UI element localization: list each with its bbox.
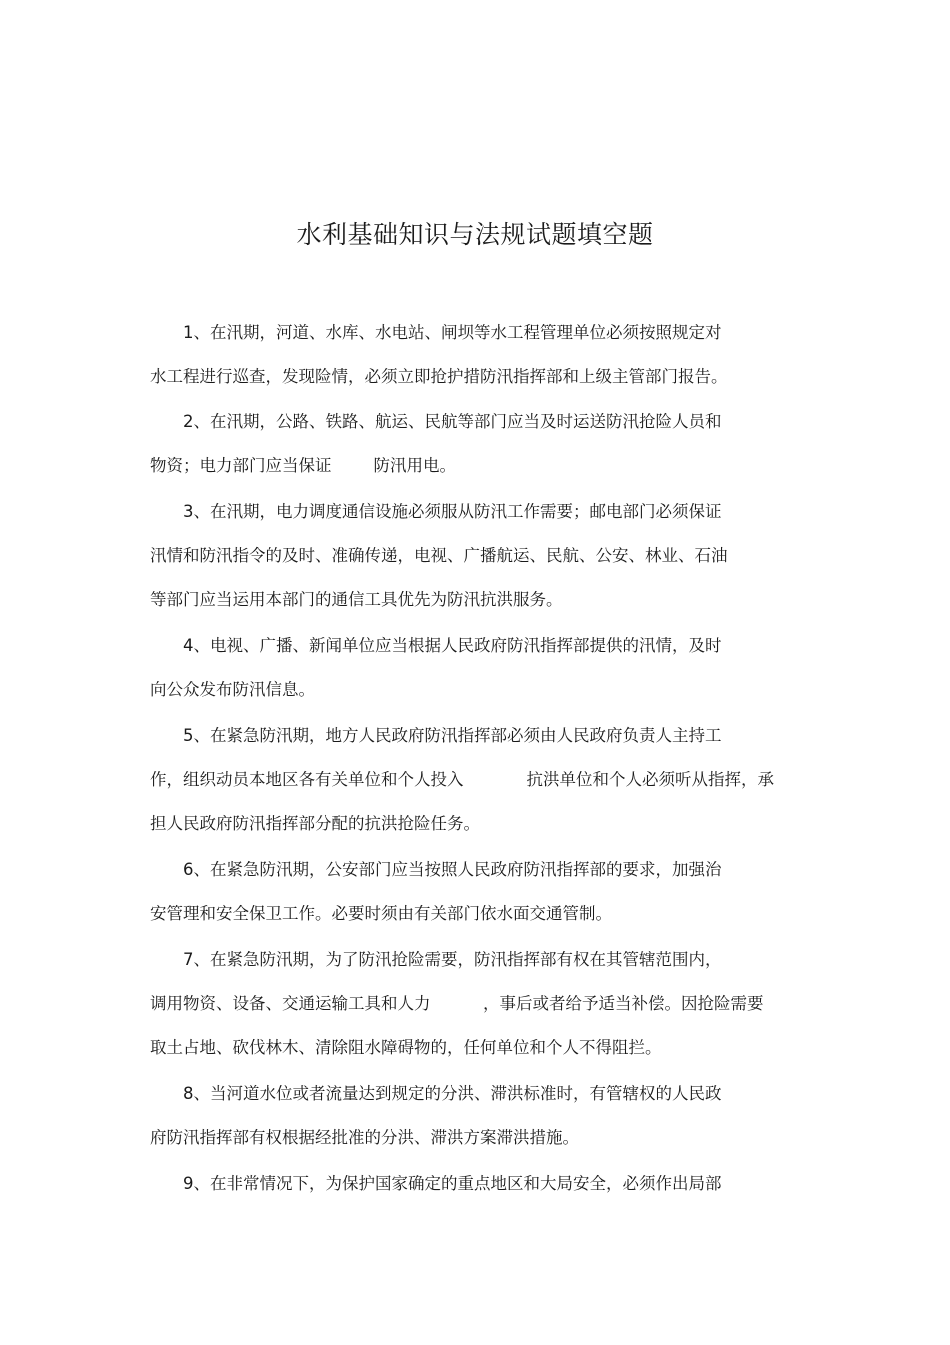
text-line-4: 物资；电力部门应当保证 防汛用电。 [150,456,456,475]
text-line-7: 等部门应当运用本部门的通信工具优先为防汛抗洪服务。 [150,590,563,609]
text-line-18: 8、当河道水位或者流量达到规定的分洪、滞洪标准时，有管辖权的人民政 [183,1084,722,1103]
text-line-3: 2、在汛期，公路、铁路、航运、民航等部门应当及时运送防汛抢险人员和 [183,412,722,431]
text-line-14: 安管理和安全保卫工作。必要时须由有关部门依水面交通管制。 [150,904,612,923]
text-line-2: 水工程进行巡查，发现险情，必须立即抢护措防汛指挥部和上级主管部门报告。 [150,367,728,386]
text-line-13: 6、在紧急防汛期，公安部门应当按照人民政府防汛指挥部的要求，加强治 [183,860,722,879]
text-line-16: 调用物资、设备、交通运输工具和人力 ，事后或者给予适当补偿。因抢险需要 [150,994,764,1013]
text-line-8: 4、电视、广播、新闻单位应当根据人民政府防汛指挥部提供的汛情，及时 [183,636,722,655]
text-line-17: 取土占地、砍伐林木、清除阻水障碍物的，任何单位和个人不得阻拦。 [150,1038,662,1057]
text-line-20: 9、在非常情况下，为保护国家确定的重点地区和大局安全，必须作出局部 [183,1174,722,1193]
text-line-6: 汛情和防汛指令的及时、准确传递，电视、广播航运、民航、公安、林业、石油 [150,546,728,565]
text-line-15: 7、在紧急防汛期，为了防汛抢险需要，防汛指挥部有权在其管辖范围内， [183,950,722,969]
text-line-11: 作，组织动员本地区各有关单位和个人投入 抗洪单位和个人必须听从指挥，承 [150,770,774,789]
text-line-10: 5、在紧急防汛期，地方人民政府防汛指挥部必须由人民政府负责人主持工 [183,726,722,745]
text-line-5: 3、在汛期，电力调度通信设施必须服从防汛工作需要；邮电部门必须保证 [183,502,722,521]
text-line-9: 向公众发布防汛信息。 [150,680,315,699]
text-line-12: 担人民政府防汛指挥部分配的抗洪抢险任务。 [150,814,480,833]
text-line-1: 1、在汛期，河道、水库、水电站、闸坝等水工程管理单位必须按照规定对 [183,323,722,342]
text-line-19: 府防汛指挥部有权根据经批准的分洪、滞洪方案滞洪措施。 [150,1128,579,1147]
page-title: 水利基础知识与法规试题填空题 [296,220,654,249]
